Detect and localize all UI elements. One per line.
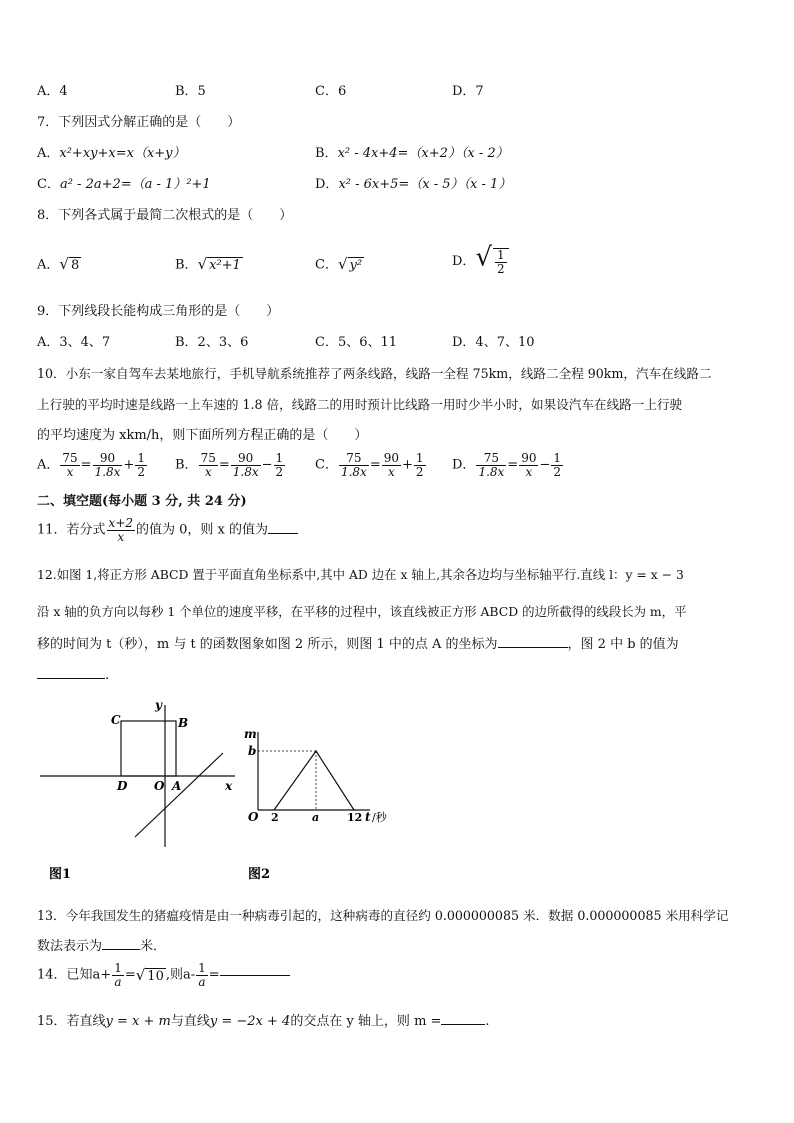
figure-1-svg — [35, 695, 245, 890]
q11-answer-blank[interactable] — [268, 533, 298, 534]
sqrt-x2-plus-1: √ x²+1 — [197, 255, 241, 273]
fig1-square-abcd — [121, 721, 176, 776]
q9-option-c: C．5、6、11 — [315, 335, 398, 350]
q6-option-c: C．6 — [315, 84, 347, 99]
q7-option-d: D．x² - 6x+5=（x - 5）（x - 1） — [315, 177, 512, 192]
q11: 11．若分式 $\frac{x+2}{x}$ 的值为 0，则 x 的值为 — [37, 517, 298, 544]
q10-option-b: B． $\frac{75}{x}$ = $\frac{90}{1.8x}$ − $\frac{1}{2}$ — [175, 451, 284, 479]
fig2-unit: /秒 — [372, 811, 387, 824]
q9-stem: 9．下列线段长能构成三角形的是（ ） — [37, 304, 280, 319]
q14-answer-blank[interactable] — [220, 975, 290, 976]
q12-line-3: 移的时间为 t（秒），m 与 t 的函数图象如图 2 所示，则图 1 中的点 A 的坐标为 ，图 2 中 b 的值为 — [37, 637, 679, 652]
fig2-tick-a: a — [312, 811, 320, 824]
fig2-label-b: b — [248, 744, 257, 758]
section-2-heading: 二、填空题(每小题 3 分, 共 24 分) — [37, 494, 247, 509]
q13-line-1: 13．今年我国发生的猪瘟疫情是由一种病毒引起的，这种病毒的直径约 0.000000085 米．数据 0.000000085 米用科学记 — [37, 908, 729, 923]
fig1-label-b: B — [178, 716, 189, 730]
sqrt-half: √ $\frac{1}{2}$ — [475, 248, 509, 276]
q10-option-a: A． $\frac{75}{x}$ = $\frac{90}{1.8x}$ + $\frac{1}{2}$ — [37, 451, 145, 479]
q7-option-b: B．x² - 4x+4=（x+2）（x - 2） — [315, 146, 509, 161]
q6-option-b: B．5 — [175, 84, 206, 99]
fig1-label-d: D — [117, 779, 128, 793]
q8-option-b: B．√ x²+1 — [175, 255, 241, 273]
q12-line-4: . — [37, 668, 109, 684]
q10-option-d: D． $\frac{75}{1.8x}$ = $\frac{90}{x}$ − $\frac{1}{2}$ — [452, 451, 562, 479]
q6-option-a: A．4 — [37, 84, 68, 99]
q12-answer-blank-b[interactable] — [37, 678, 105, 679]
q7-stem: 7．下列因式分解正确的是（ ） — [37, 115, 241, 130]
figure-1 — [35, 695, 245, 890]
fig1-label-y: y — [155, 698, 162, 712]
fig1-line-l — [135, 753, 223, 837]
q12-line-2: 沿 x 轴的负方向以每秒 1 个单位的速度平移，在平移的过程中，该直线被正方形 ABCD 的边所截得的线段长为 m，平 — [37, 604, 687, 619]
q15: 15．若直线y = x + m与直线y = −2x + 4的交点在 y 轴上，则 m = . — [37, 1014, 490, 1029]
fig1-label-x: x — [225, 779, 233, 793]
sqrt-y2: √ y² — [337, 255, 363, 273]
q12-line-1: 12.如图 1,将正方形 ABCD 置于平面直角坐标系中,其中 AD 边在 x 轴上,其余各边均与坐标轴平行.直线 l：y = x − 3 — [37, 567, 684, 582]
q10-option-c: C． $\frac{75}{1.8x}$ = $\frac{90}{x}$ + $\frac{1}{2}$ — [315, 451, 424, 479]
q8-option-c: C．√ y² — [315, 255, 363, 273]
q12-answer-blank-a[interactable] — [498, 647, 568, 648]
q10-line-3: 的平均速度为 xkm/h，则下面所列方程正确的是（ ） — [37, 428, 368, 443]
q10-line-1: 10．小东一家自驾车去某地旅行，手机导航系统推荐了两条线路，线路一全程 75km，线路二全程 90km，汽车在线路二 — [37, 366, 712, 381]
q8-stem: 8．下列各式属于最简二次根式的是（ ） — [37, 208, 293, 223]
q9-option-d: D．4、7、10 — [452, 335, 535, 350]
q7-option-a: A．x²+xy+x=x（x+y） — [37, 146, 186, 161]
fig2-tick-2: 2 — [271, 811, 279, 824]
fig2-label-t: t — [365, 810, 371, 824]
q9-option-b: B．2、3、6 — [175, 335, 249, 350]
figure-2-svg — [240, 720, 410, 890]
fig2-graph — [274, 751, 354, 810]
q9-option-a: A．3、4、7 — [37, 335, 111, 350]
fig2-caption: 图2 — [248, 867, 271, 882]
q13-line-2: 数法表示为 米． — [37, 939, 167, 954]
q13-answer-blank[interactable] — [102, 949, 140, 950]
q8-option-d: D．√ $\frac{1}{2}$ — [452, 248, 510, 276]
q7-option-c: C．a² - 2a+2=（a - 1）²+1 — [37, 177, 211, 192]
sqrt-8: √ 8 — [59, 255, 80, 273]
q15-answer-blank[interactable] — [441, 1024, 485, 1025]
fig2-label-m: m — [244, 727, 257, 741]
figure-2 — [240, 720, 410, 890]
q6-option-d: D．7 — [452, 84, 484, 99]
fig2-label-o: O — [248, 810, 259, 824]
fig1-label-c: C — [111, 713, 121, 727]
q14: 14．已知a+ $\frac{1}{a}$ =√ 10 ,则a- $\frac{1}{a}$ = — [37, 962, 290, 989]
fig2-tick-12: 12 — [347, 811, 363, 824]
fig1-caption: 图1 — [49, 867, 72, 882]
sqrt-10: √ 10 — [135, 965, 164, 984]
q8-option-a: A．√ 8 — [37, 255, 80, 273]
fig1-label-o: O — [154, 779, 165, 793]
fig1-label-a: A — [172, 779, 182, 793]
q10-line-2: 上行驶的平均时速是线路一上车速的 1.8 倍，线路二的用时预计比线路一用时少半小时，如果设汽车在线路一上行驶 — [37, 397, 683, 412]
